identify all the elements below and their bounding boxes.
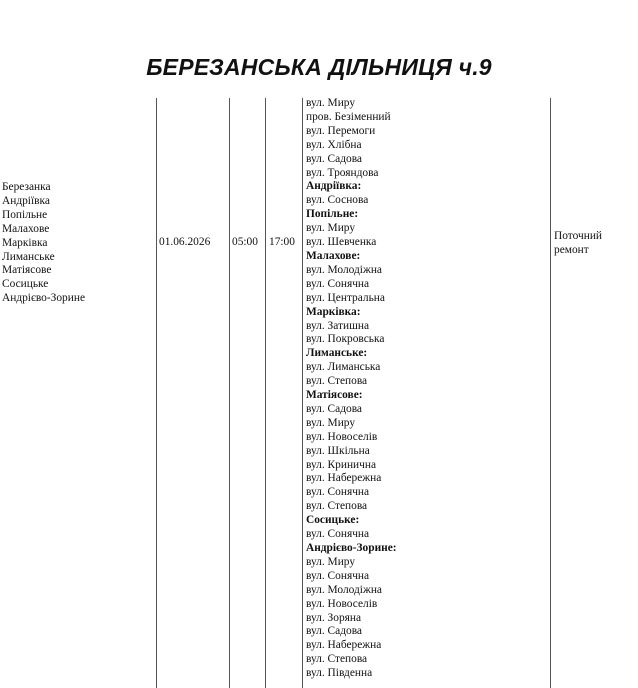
street-name: вул. Садова [306,402,362,415]
street-name: вул. Сонячна [306,277,370,290]
street-name: вул. Кринична [306,458,377,471]
settlement-name: Марківка [2,236,48,249]
street-name: вул. Шкільна [306,444,370,457]
street-name: вул. Зоряна [306,611,362,624]
street-name: вул. Шевченка [306,236,377,249]
end-time-cell: 17:00 [269,236,295,248]
street-name: вул. Покровська [306,333,385,346]
street-name: вул. Набережна [306,639,382,652]
date-cell: 01.06.2026 [159,236,211,248]
column-divider [265,98,266,688]
settlement-name: Попільне [2,208,48,221]
reason-text-line: ремонт [554,243,589,256]
street-name: вул. Степова [306,500,368,513]
street-name: вул. Миру [306,555,356,568]
page-title: БЕРЕЗАНСЬКА ДІЛЬНИЦЯ ч.9 [146,54,492,80]
street-name: пров. Безіменний [306,110,391,123]
street-group-header: Марківка: [306,305,361,318]
street-name: вул. Степова [306,653,368,666]
street-name: вул. Садова [306,625,362,638]
street-name: вул. Молодіжна [306,583,382,596]
settlement-name: Сосицьке [2,278,49,291]
column-divider [229,98,230,688]
street-name: вул. Соснова [306,194,369,207]
street-name: вул. Миру [306,97,356,109]
reason-text-line: Поточний [554,230,603,242]
start-time-cell: 05:00 [232,236,258,248]
street-name: вул. Лиманська [306,361,381,374]
street-name: вул. Миру [306,416,356,429]
settlement-name: Матіясове [2,264,52,277]
street-name: вул. Набережна [306,472,382,485]
street-group-header: Малахове: [306,249,361,262]
street-group-header: Попільне: [306,208,359,221]
settlement-name: Андріївка [2,194,50,207]
street-name: вул. Перемоги [306,124,376,137]
street-name: вул. Сонячна [306,486,370,499]
street-name: вул. Молодіжна [306,263,382,276]
column-divider [550,98,551,688]
street-group-header: Сосицьке: [306,514,360,527]
street-name: вул. Сонячна [306,569,370,582]
street-name: вул. Трояндова [306,166,379,179]
settlement-name: Лиманське [2,250,55,263]
street-name: вул. Хлібна [306,138,362,151]
street-name: вул. Затишна [306,319,370,332]
settlement-name: Андрієво-Зорине [2,292,85,305]
street-group-header: Лиманське: [306,347,368,360]
street-name: вул. Миру [306,222,356,235]
street-name: вул. Сонячна [306,528,370,541]
column-divider [156,98,157,688]
street-name: вул. Центральна [306,291,385,304]
street-group-header: Андріївка: [306,180,362,193]
settlement-name: Березанка [2,181,51,193]
street-name: вул. Новоселів [306,597,378,610]
streets-cell [306,97,397,681]
column-divider [302,98,303,688]
settlements-cell [2,181,85,306]
settlement-name: Малахове [2,222,50,235]
street-group-header: Матіясове: [306,389,363,402]
street-name: вул. Новоселів [306,430,378,443]
street-group-header: Андрієво-Зорине: [306,542,397,554]
street-name: вул. Садова [306,152,362,165]
street-name: вул. Степова [306,375,368,388]
reason-cell [554,230,602,258]
street-name: вул. Південна [306,667,373,680]
